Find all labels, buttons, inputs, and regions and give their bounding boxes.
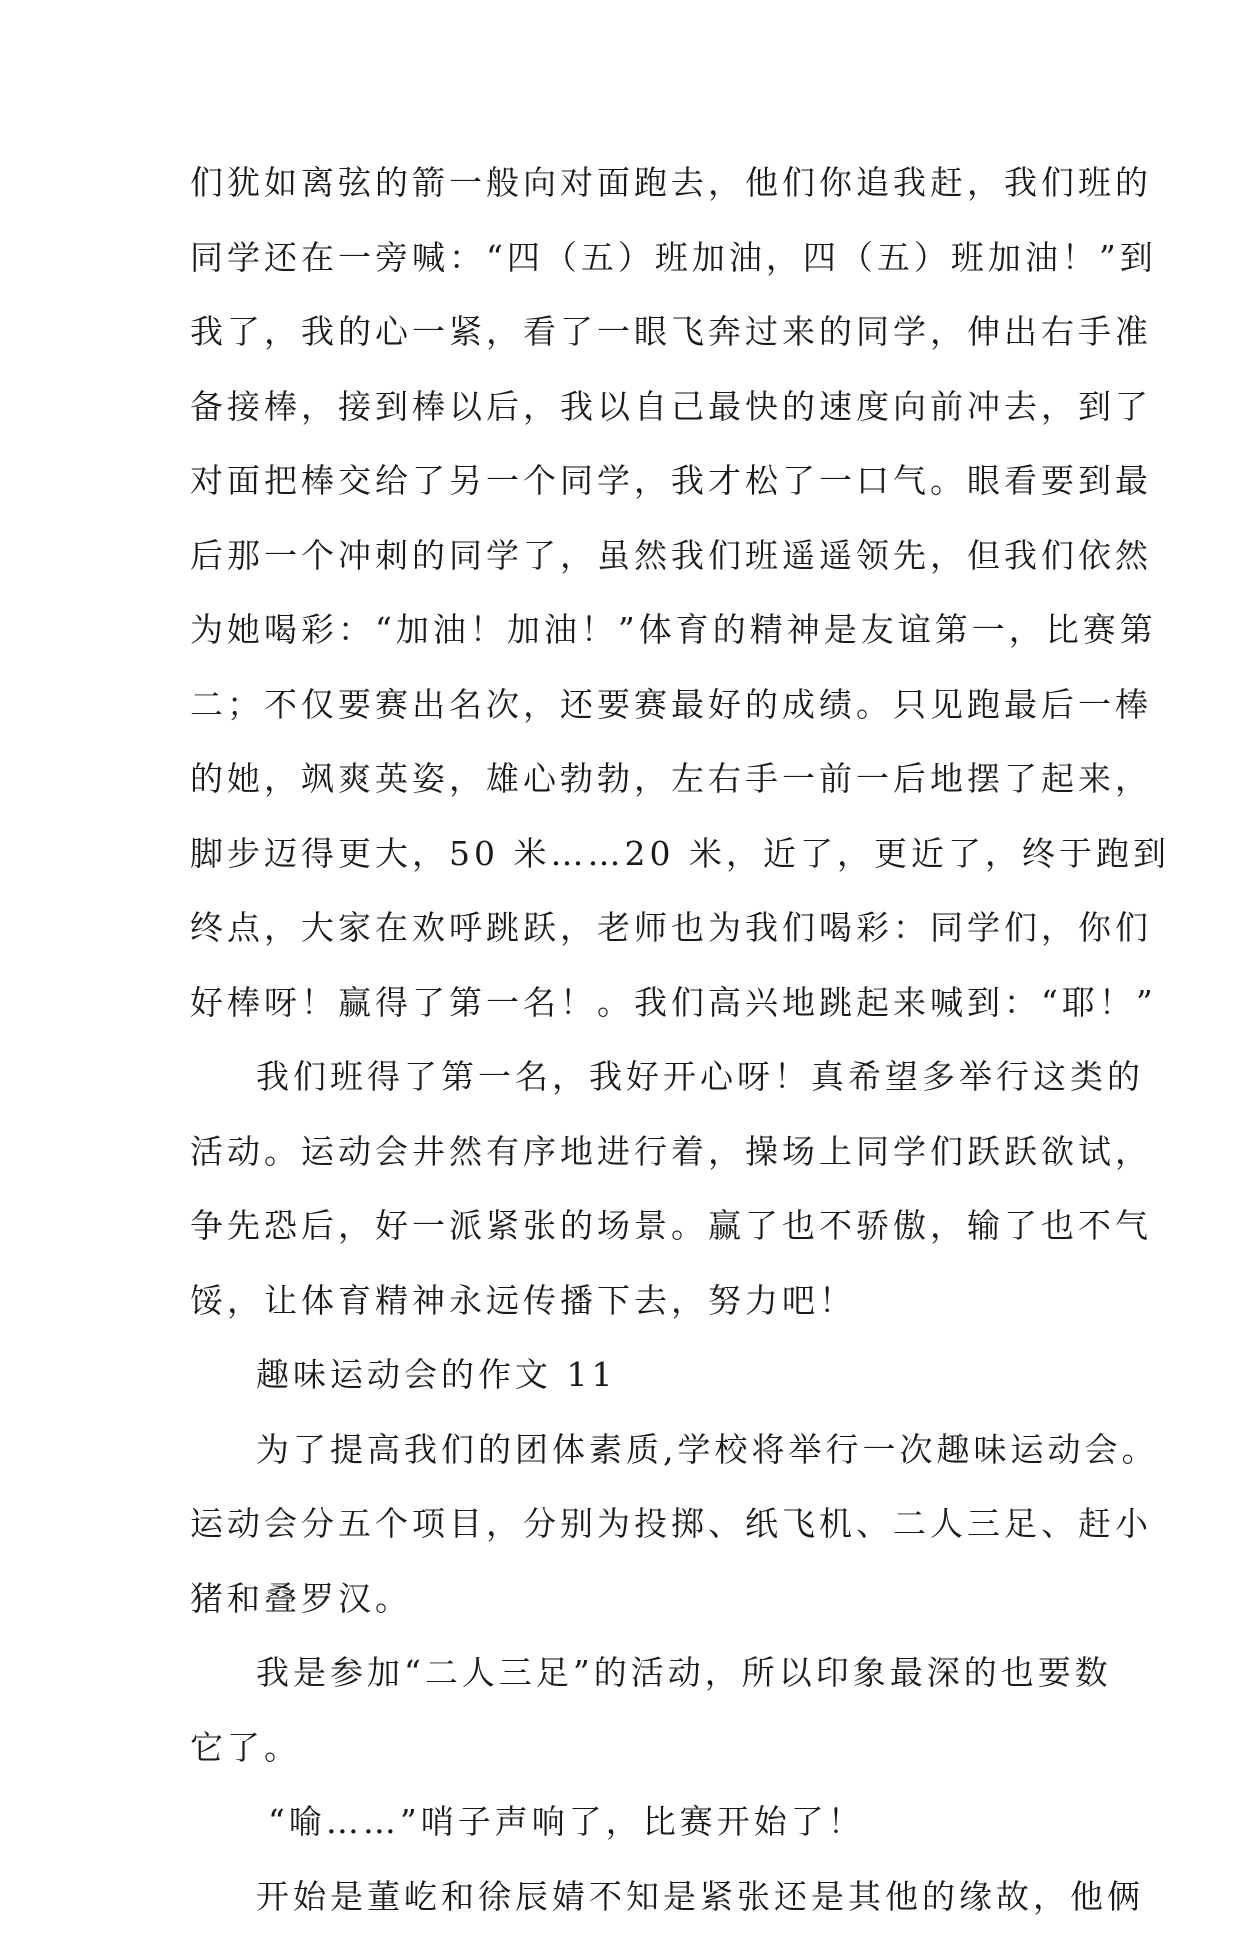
text-line: 我了，我的心一紧，看了一眼飞奔过来的同学，伸出右手准	[190, 309, 1050, 384]
paragraph-start: 我们班得了第一名，我好开心呀！真希望多举行这类的	[190, 1054, 1050, 1129]
text-line: 同学还在一旁喊：“四（五）班加油，四（五）班加油！”到	[190, 235, 1050, 310]
body-text	[190, 160, 1050, 1948]
text-line: 它了。	[190, 1725, 1050, 1800]
text-line: 备接棒，接到棒以后，我以自己最快的速度向前冲去，到了	[190, 384, 1050, 459]
paragraph-start: 为了提高我们的团体素质,学校将举行一次趣味运动会。	[190, 1427, 1050, 1502]
paragraph-start: 我是参加“二人三足”的活动，所以印象最深的也要数	[190, 1650, 1050, 1725]
text-line: 争先恐后，好一派紧张的场景。赢了也不骄傲，输了也不气	[190, 1203, 1050, 1278]
text-line: 后那一个冲刺的同学了，虽然我们班遥遥领先，但我们依然	[190, 533, 1050, 608]
section-heading: 趣味运动会的作文 11	[190, 1352, 1050, 1427]
paragraph-start: 开始是董屹和徐辰婧不知是紧张还是其他的缘故，他俩	[190, 1874, 1050, 1948]
text-line: 活动。运动会井然有序地进行着，操场上同学们跃跃欲试，	[190, 1129, 1050, 1204]
text-line: 的她，飒爽英姿，雄心勃勃，左右手一前一后地摆了起来，	[190, 756, 1050, 831]
text-line: 终点，大家在欢呼跳跃，老师也为我们喝彩：同学们，你们	[190, 905, 1050, 980]
text-line: 二；不仅要赛出名次，还要赛最好的成绩。只见跑最后一棒	[190, 682, 1050, 757]
text-line: 对面把棒交给了另一个同学，我才松了一口气。眼看要到最	[190, 458, 1050, 533]
text-line: 为她喝彩：“加油！加油！”体育的精神是友谊第一，比赛第	[190, 607, 1050, 682]
paragraph-start: “喻……”哨子声响了，比赛开始了！	[190, 1799, 1050, 1874]
text-line: 运动会分五个项目，分别为投掷、纸飞机、二人三足、赶小	[190, 1501, 1050, 1576]
text-line: 脚步迈得更大，50 米……20 米，近了，更近了，终于跑到	[190, 831, 1050, 906]
text-line: 好棒呀！赢得了第一名！。我们高兴地跳起来喊到：“耶！”	[190, 980, 1050, 1055]
text-line: 们犹如离弦的箭一般向对面跑去，他们你追我赶，我们班的	[190, 160, 1050, 235]
text-line: 馁，让体育精神永远传播下去，努力吧！	[190, 1278, 1050, 1353]
text-line: 猪和叠罗汉。	[190, 1576, 1050, 1651]
